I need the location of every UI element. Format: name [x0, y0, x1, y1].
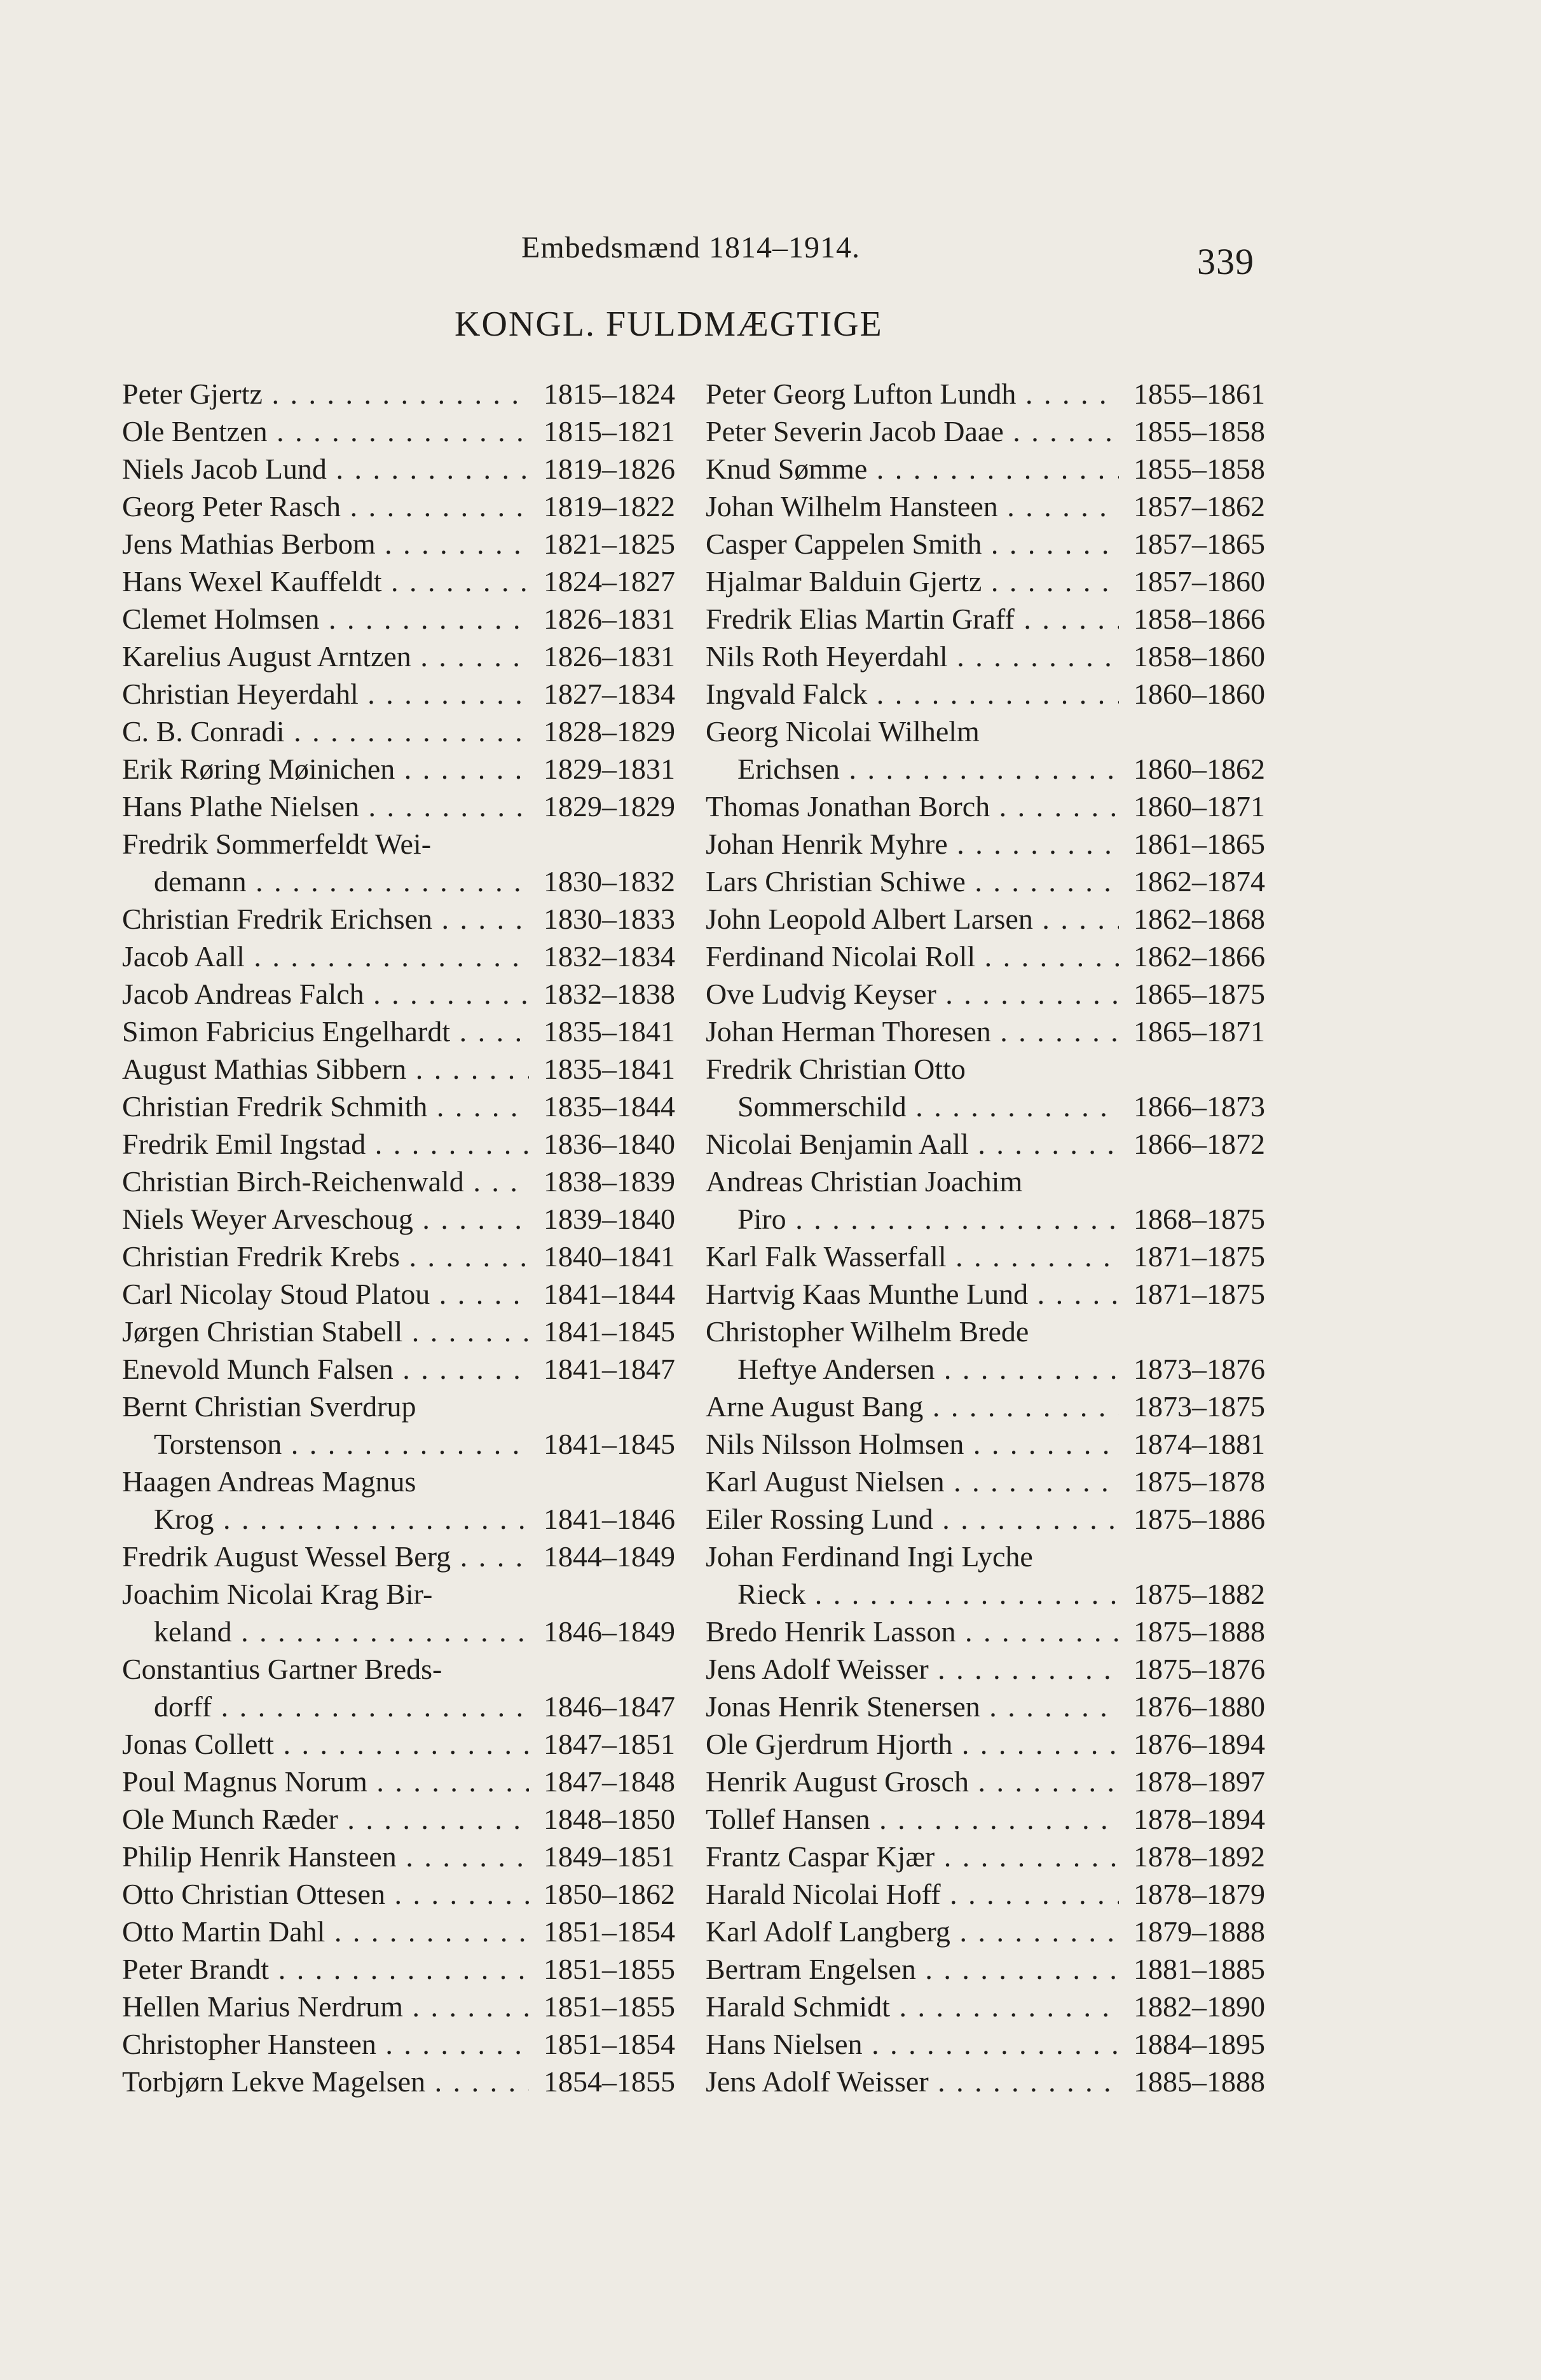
official-name: Christian Fredrik Erichsen . . . [122, 900, 529, 938]
service-years: 1841–1845 [544, 1315, 675, 1348]
list-item-continuation [706, 1575, 1265, 1613]
service-years: 1874–1881 [1133, 1428, 1265, 1460]
list-item [122, 1838, 675, 1875]
list-item [122, 938, 675, 975]
official-name: Johan Herman Thoresen . . . [706, 1013, 1119, 1050]
list-item [122, 825, 675, 863]
list-item [706, 1725, 1265, 1763]
service-years: 1847–1848 [544, 1765, 675, 1798]
list-item [122, 1200, 675, 1238]
official-name: Jonas Collett . . . [122, 1725, 529, 1763]
official-name: Ole Gjerdrum Hjorth . . . [706, 1725, 1119, 1763]
service-years: 1876–1880 [1133, 1690, 1265, 1723]
official-name: Jens Mathias Berbom . . . [122, 525, 529, 563]
service-years: 1840–1841 [544, 1240, 675, 1273]
list-item [706, 1463, 1265, 1500]
official-name: Christopher Hansteen . . . [122, 2025, 529, 2063]
list-item [122, 1125, 675, 1163]
official-name: Ferdinand Nicolai Roll . . . [706, 938, 1119, 975]
service-years: 1878–1894 [1133, 1803, 1265, 1835]
service-years: 1839–1840 [544, 1203, 675, 1235]
list-item [706, 600, 1265, 638]
service-years: 1836–1840 [544, 1128, 675, 1160]
list-item [122, 1013, 675, 1050]
list-item [122, 1875, 675, 1913]
list-item [706, 713, 1265, 750]
list-item [706, 1838, 1265, 1875]
official-name: Christian Fredrik Schmith . . . [122, 1088, 529, 1125]
list-item [122, 1913, 675, 1950]
official-name: Eiler Rossing Lund . . . [706, 1500, 1119, 1538]
list-item [706, 1913, 1265, 1950]
list-item [122, 675, 675, 713]
service-years: 1824–1827 [544, 565, 675, 598]
service-years: 1815–1821 [544, 415, 675, 448]
official-name-continuation: Krog . . . [122, 1500, 529, 1538]
official-name-continuation: dorff . . . [122, 1688, 529, 1725]
official-name: Otto Christian Ottesen . . . [122, 1875, 529, 1913]
service-years: 1878–1879 [1133, 1878, 1265, 1910]
list-item [122, 713, 675, 750]
official-name: Jacob Andreas Falch . . . [122, 975, 529, 1013]
list-item [122, 1163, 675, 1200]
list-item [706, 675, 1265, 713]
service-years: 1860–1860 [1133, 678, 1265, 710]
service-years: 1841–1844 [544, 1278, 675, 1310]
list-item [706, 1313, 1265, 1350]
list-item [706, 1125, 1265, 1163]
service-years: 1875–1878 [1133, 1465, 1265, 1498]
official-name: Jens Adolf Weisser . . . [706, 1650, 1119, 1688]
official-name: Nicolai Benjamin Aall . . . [706, 1125, 1119, 1163]
list-item [706, 413, 1265, 450]
official-name: Ingvald Falck . . . [706, 675, 1119, 713]
official-name: Hans Plathe Nielsen . . . [122, 788, 529, 825]
service-years: 1855–1858 [1133, 415, 1265, 448]
right-column [706, 375, 1265, 2100]
list-item [706, 1388, 1265, 1425]
official-name-continuation: Erichsen . . . [706, 750, 1119, 788]
official-name: Otto Martin Dahl . . . [122, 1913, 529, 1950]
list-item-continuation [122, 1500, 675, 1538]
list-item [706, 863, 1265, 900]
list-item [122, 1725, 675, 1763]
official-name: Johan Ferdinand Ingi Lyche [706, 1540, 1033, 1573]
service-years: 1868–1875 [1133, 1203, 1265, 1235]
list-item [706, 450, 1265, 488]
service-years: 1875–1888 [1133, 1615, 1265, 1648]
service-years: 1846–1847 [544, 1690, 675, 1723]
service-years: 1881–1885 [1133, 1953, 1265, 1985]
official-name: Andreas Christian Joachim [706, 1165, 1023, 1198]
official-name: Karl August Nielsen . . . [706, 1463, 1119, 1500]
list-item-continuation [706, 1200, 1265, 1238]
official-name: Hans Nielsen . . . [706, 2025, 1119, 2063]
official-name: Tollef Hansen . . . [706, 1800, 1119, 1838]
official-name: Christopher Wilhelm Brede [706, 1315, 1029, 1348]
official-name: Jens Adolf Weisser . . . [706, 2063, 1119, 2100]
official-name-continuation: Torstenson . . . [122, 1425, 529, 1463]
service-years: 1884–1895 [1133, 2028, 1265, 2060]
list-item [706, 900, 1265, 938]
service-years: 1846–1849 [544, 1615, 675, 1648]
list-item [122, 1238, 675, 1275]
list-item [706, 975, 1265, 1013]
list-item [706, 1763, 1265, 1800]
official-name: Joachim Nicolai Krag Bir- [122, 1578, 433, 1610]
official-name: Bernt Christian Sverdrup [122, 1390, 416, 1423]
list-item [122, 1763, 675, 1800]
service-years: 1855–1858 [1133, 453, 1265, 485]
service-years: 1848–1850 [544, 1803, 675, 1835]
list-item [706, 525, 1265, 563]
list-item [706, 1950, 1265, 1988]
list-item [122, 1950, 675, 1988]
official-name: Haagen Andreas Magnus [122, 1465, 416, 1498]
official-name: Poul Magnus Norum . . . [122, 1763, 529, 1800]
service-years: 1849–1851 [544, 1840, 675, 1873]
service-years: 1851–1855 [544, 1990, 675, 2023]
official-name: Fredrik Elias Martin Graff . . . [706, 600, 1119, 638]
list-item [706, 563, 1265, 600]
list-item [706, 1238, 1265, 1275]
service-years: 1862–1874 [1133, 865, 1265, 898]
official-name: Christian Fredrik Krebs . . . [122, 1238, 529, 1275]
official-name-continuation: Sommerschild . . . [706, 1088, 1119, 1125]
service-years: 1866–1873 [1133, 1090, 1265, 1123]
service-years: 1858–1866 [1133, 603, 1265, 635]
service-years: 1857–1860 [1133, 565, 1265, 598]
service-years: 1851–1855 [544, 1953, 675, 1985]
official-name: Jonas Henrik Stenersen . . . [706, 1688, 1119, 1725]
list-item [122, 1463, 675, 1500]
list-item [122, 750, 675, 788]
list-item-continuation [122, 863, 675, 900]
official-name: C. B. Conradi . . . [122, 713, 529, 750]
service-years: 1865–1871 [1133, 1015, 1265, 1048]
service-years: 1841–1847 [544, 1353, 675, 1385]
official-name: Nils Nilsson Holmsen . . . [706, 1425, 1119, 1463]
list-item [122, 1050, 675, 1088]
service-years: 1844–1849 [544, 1540, 675, 1573]
list-item [706, 1688, 1265, 1725]
official-name: Jørgen Christian Stabell . . . [122, 1313, 529, 1350]
service-years: 1873–1876 [1133, 1353, 1265, 1385]
official-name: Ole Munch Ræder . . . [122, 1800, 529, 1838]
official-name: Bredo Henrik Lasson . . . [706, 1613, 1119, 1650]
service-years: 1815–1824 [544, 378, 675, 410]
official-name: Karl Adolf Langberg . . . [706, 1913, 1119, 1950]
official-name: Fredrik Emil Ingstad . . . [122, 1125, 529, 1163]
list-item [122, 1988, 675, 2025]
service-years: 1878–1897 [1133, 1765, 1265, 1798]
list-item [706, 2063, 1265, 2100]
official-name: Arne August Bang . . . [706, 1388, 1119, 1425]
service-years: 1838–1839 [544, 1165, 675, 1198]
official-name: Jacob Aall . . . [122, 938, 529, 975]
service-years: 1866–1872 [1133, 1128, 1265, 1160]
official-name: Bertram Engelsen . . . [706, 1950, 1119, 1988]
official-name: Ove Ludvig Keyser . . . [706, 975, 1119, 1013]
service-years: 1830–1833 [544, 903, 675, 935]
official-name-continuation: Piro . . . [706, 1200, 1119, 1238]
list-item [122, 1088, 675, 1125]
list-item-continuation [706, 1350, 1265, 1388]
service-years: 1873–1875 [1133, 1390, 1265, 1423]
list-item-continuation [122, 1613, 675, 1650]
list-item [122, 413, 675, 450]
list-item [122, 1313, 675, 1350]
list-item [122, 1275, 675, 1313]
service-years: 1871–1875 [1133, 1240, 1265, 1273]
list-item [122, 1575, 675, 1613]
official-name: Fredrik August Wessel Berg . . . [122, 1538, 529, 1575]
list-item [122, 450, 675, 488]
service-years: 1850–1862 [544, 1878, 675, 1910]
service-years: 1862–1866 [1133, 940, 1265, 973]
official-name: Erik Røring Møinichen . . . [122, 750, 529, 788]
list-item [122, 1538, 675, 1575]
service-years: 1832–1834 [544, 940, 675, 973]
official-name: Constantius Gartner Breds- [122, 1653, 442, 1685]
official-name: Peter Severin Jacob Daae . . . [706, 413, 1119, 450]
service-years: 1821–1825 [544, 528, 675, 560]
left-column [122, 375, 675, 2100]
service-years: 1851–1854 [544, 1915, 675, 1948]
official-name: Casper Cappelen Smith . . . [706, 525, 1119, 563]
official-name: Ole Bentzen . . . [122, 413, 529, 450]
list-item [706, 1988, 1265, 2025]
list-item [122, 2025, 675, 2063]
list-item [706, 1163, 1265, 1200]
list-item [706, 1650, 1265, 1688]
official-name: Niels Jacob Lund . . . [122, 450, 529, 488]
list-item [706, 1050, 1265, 1088]
list-item [122, 1650, 675, 1688]
service-years: 1828–1829 [544, 715, 675, 748]
list-item [706, 375, 1265, 413]
official-name: Simon Fabricius Engelhardt . . . [122, 1013, 529, 1050]
service-years: 1830–1832 [544, 865, 675, 898]
list-item [706, 1013, 1265, 1050]
list-item [706, 1800, 1265, 1838]
list-item-continuation [122, 1688, 675, 1725]
service-years: 1819–1826 [544, 453, 675, 485]
list-item [706, 1875, 1265, 1913]
official-name: August Mathias Sibbern . . . [122, 1050, 529, 1088]
service-years: 1860–1862 [1133, 753, 1265, 785]
official-name: Harald Schmidt . . . [706, 1988, 1119, 2025]
list-item [122, 1800, 675, 1838]
official-name: Knud Sømme . . . [706, 450, 1119, 488]
list-item [706, 2025, 1265, 2063]
official-name: Frantz Caspar Kjær . . . [706, 1838, 1119, 1875]
official-name-continuation: keland . . . [122, 1613, 529, 1650]
official-name: Georg Peter Rasch . . . [122, 488, 529, 525]
official-name: Hellen Marius Nerdrum . . . [122, 1988, 529, 2025]
list-item [706, 488, 1265, 525]
service-years: 1862–1868 [1133, 903, 1265, 935]
list-item [122, 900, 675, 938]
service-years: 1865–1875 [1133, 978, 1265, 1010]
official-name-continuation: Rieck . . . [706, 1575, 1119, 1613]
service-years: 1829–1829 [544, 790, 675, 823]
list-item-continuation [122, 1425, 675, 1463]
list-item [706, 825, 1265, 863]
official-name: Hans Wexel Kauffeldt . . . [122, 563, 529, 600]
list-item-continuation [706, 1088, 1265, 1125]
service-years: 1841–1845 [544, 1428, 675, 1460]
service-years: 1855–1861 [1133, 378, 1265, 410]
official-name: Carl Nicolay Stoud Platou . . . [122, 1275, 529, 1313]
service-years: 1835–1844 [544, 1090, 675, 1123]
service-years: 1829–1831 [544, 753, 675, 785]
service-years: 1826–1831 [544, 603, 675, 635]
service-years: 1871–1875 [1133, 1278, 1265, 1310]
list-item [706, 1613, 1265, 1650]
list-item [122, 563, 675, 600]
list-item [706, 638, 1265, 675]
service-years: 1879–1888 [1133, 1915, 1265, 1948]
list-item [122, 488, 675, 525]
official-name: Hartvig Kaas Munthe Lund . . . [706, 1275, 1119, 1313]
official-name: Fredrik Sommerfeldt Wei- [122, 828, 432, 860]
official-name: Nils Roth Heyerdahl . . . [706, 638, 1119, 675]
service-years: 1832–1838 [544, 978, 675, 1010]
service-years: 1835–1841 [544, 1015, 675, 1048]
official-name-continuation: demann . . . [122, 863, 529, 900]
official-name: Enevold Munch Falsen . . . [122, 1350, 529, 1388]
service-years: 1885–1888 [1133, 2065, 1265, 2098]
list-item [122, 975, 675, 1013]
official-name: Johan Wilhelm Hansteen . . . [706, 488, 1119, 525]
official-name: Karelius August Arntzen . . . [122, 638, 529, 675]
list-item [122, 2063, 675, 2100]
service-years: 1854–1855 [544, 2065, 675, 2098]
list-item [122, 600, 675, 638]
service-years: 1858–1860 [1133, 640, 1265, 673]
official-name: Johan Henrik Myhre . . . [706, 825, 1119, 863]
list-item [706, 1500, 1265, 1538]
official-name: Peter Gjertz . . . [122, 375, 529, 413]
section-title: KONGL. FULDMÆGTIGE [455, 304, 883, 344]
list-item [122, 375, 675, 413]
list-item-continuation [706, 750, 1265, 788]
service-years: 1878–1892 [1133, 1840, 1265, 1873]
page-number: 339 [1197, 241, 1254, 282]
official-name: Hjalmar Balduin Gjertz . . . [706, 563, 1119, 600]
service-years: 1841–1846 [544, 1503, 675, 1535]
list-item [706, 1275, 1265, 1313]
official-name: Christian Birch-Reichenwald . . . [122, 1163, 529, 1200]
official-name: John Leopold Albert Larsen . . . [706, 900, 1119, 938]
list-item [706, 1538, 1265, 1575]
list-item [706, 1425, 1265, 1463]
official-name: Fredrik Christian Otto [706, 1053, 966, 1085]
list-item [122, 1388, 675, 1425]
service-years: 1819–1822 [544, 490, 675, 523]
list-item [122, 638, 675, 675]
service-years: 1835–1841 [544, 1053, 675, 1085]
service-years: 1826–1831 [544, 640, 675, 673]
running-title: Embedsmænd 1814–1914. [521, 231, 860, 264]
service-years: 1876–1894 [1133, 1728, 1265, 1760]
official-name-continuation: Heftye Andersen . . . [706, 1350, 1119, 1388]
service-years: 1857–1862 [1133, 490, 1265, 523]
official-name: Peter Georg Lufton Lundh . . . [706, 375, 1119, 413]
service-years: 1847–1851 [544, 1728, 675, 1760]
list-item [706, 788, 1265, 825]
service-years: 1875–1876 [1133, 1653, 1265, 1685]
official-name: Christian Heyerdahl . . . [122, 675, 529, 713]
official-name: Henrik August Grosch . . . [706, 1763, 1119, 1800]
official-name: Peter Brandt . . . [122, 1950, 529, 1988]
list-item [122, 525, 675, 563]
official-name: Karl Falk Wasserfall . . . [706, 1238, 1119, 1275]
service-years: 1857–1865 [1133, 528, 1265, 560]
list-item [122, 788, 675, 825]
service-years: 1860–1871 [1133, 790, 1265, 823]
official-name: Harald Nicolai Hoff . . . [706, 1875, 1119, 1913]
official-name: Clemet Holmsen . . . [122, 600, 529, 638]
list-item [706, 938, 1265, 975]
official-name: Torbjørn Lekve Magelsen . . . [122, 2063, 529, 2100]
service-years: 1875–1886 [1133, 1503, 1265, 1535]
official-name: Thomas Jonathan Borch . . . [706, 788, 1119, 825]
service-years: 1851–1854 [544, 2028, 675, 2060]
official-name: Philip Henrik Hansteen . . . [122, 1838, 529, 1875]
official-name: Georg Nicolai Wilhelm [706, 715, 980, 748]
service-years: 1882–1890 [1133, 1990, 1265, 2023]
official-name: Lars Christian Schiwe . . . [706, 863, 1119, 900]
list-item [122, 1350, 675, 1388]
official-name: Niels Weyer Arveschoug . . . [122, 1200, 529, 1238]
service-years: 1875–1882 [1133, 1578, 1265, 1610]
service-years: 1827–1834 [544, 678, 675, 710]
service-years: 1861–1865 [1133, 828, 1265, 860]
